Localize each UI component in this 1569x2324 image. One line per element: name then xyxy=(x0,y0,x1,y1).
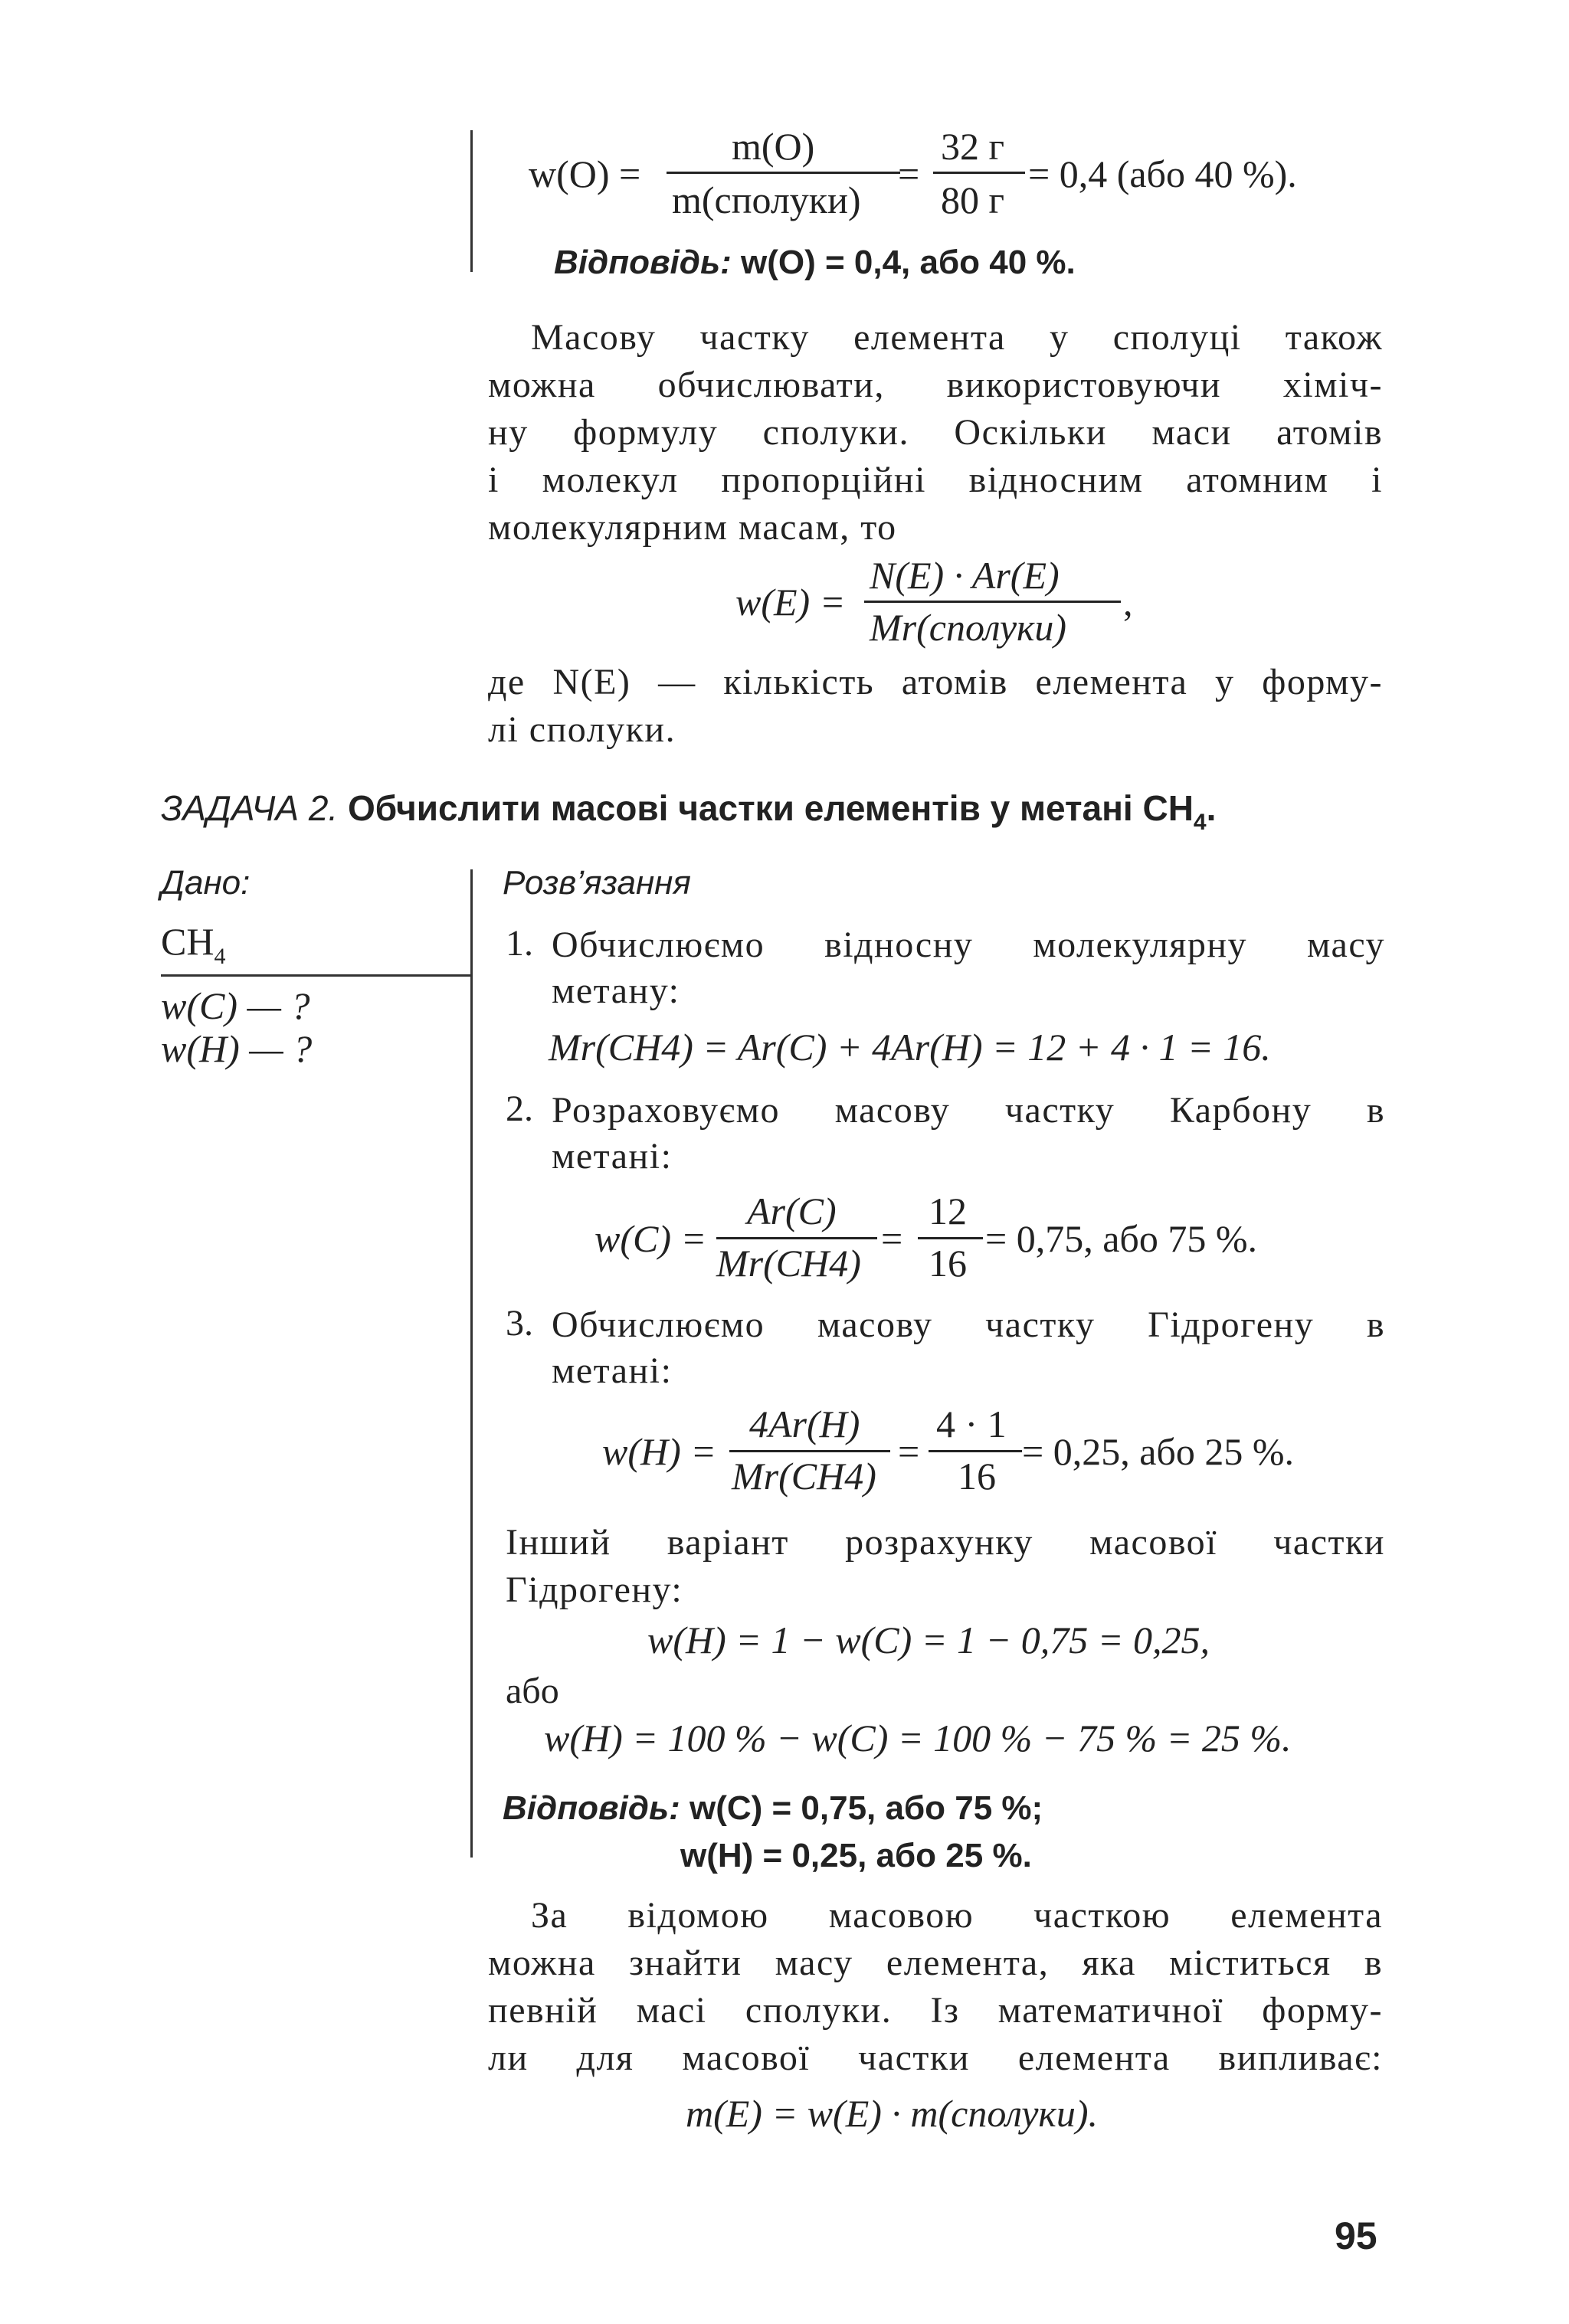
step-line: Обчислюємо відносну молекулярну масу xyxy=(552,925,1385,965)
step-number: 2. xyxy=(506,1088,533,1129)
formula-numerator-2: 4 · 1 xyxy=(936,1403,1007,1445)
given-solution-divider xyxy=(470,869,473,1858)
task-heading xyxy=(161,787,1217,835)
formula-numerator: Ar(C) xyxy=(747,1190,837,1232)
formula-denominator: m(сполуки) xyxy=(672,178,861,221)
given-find-c: w(C) — ? xyxy=(161,984,310,1027)
formula-equals: = xyxy=(898,152,920,195)
step-line: метані: xyxy=(552,1136,673,1177)
paragraph-line: молекулярним масам, то xyxy=(488,507,897,548)
step1-formula: Mr(CH4) = Ar(C) + 4Ar(H) = 12 + 4 · 1 = 16. xyxy=(549,1026,1271,1069)
formula-lhs: w(O) = xyxy=(529,152,641,195)
given-header: Дано: xyxy=(161,864,251,902)
formula-lhs: w(C) = xyxy=(595,1217,707,1260)
paragraph-line: ли для масової частки елемента випливає: xyxy=(488,2038,1383,2078)
step-line: метані: xyxy=(552,1350,673,1391)
paragraph-line: можна знайти масу елемента, яка міститься в xyxy=(488,1943,1383,1983)
formula-numerator-2: 12 xyxy=(929,1190,967,1232)
alt-formula-2: w(H) = 100 % − w(C) = 100 % − 75 % = 25 %. xyxy=(544,1717,1292,1759)
page-number: 95 xyxy=(1335,2214,1377,2257)
answer-line-1: w(C) = 0,75, або 75 %; xyxy=(689,1789,1043,1827)
answer-label: Відповідь: xyxy=(554,244,732,281)
paragraph-line: ну формулу сполуки. Оскільки маси атомів xyxy=(488,412,1383,453)
alt-line: Інший варіант розрахунку масової частки xyxy=(506,1522,1385,1563)
step-line: Обчислюємо масову частку Гідрогену в xyxy=(552,1304,1385,1345)
answer-label: Відповідь: xyxy=(503,1789,680,1827)
step-line: метану: xyxy=(552,971,680,1011)
solution-header: Розв’язання xyxy=(503,864,691,902)
paragraph-line: і молекул пропорційні відносним атомним і xyxy=(488,460,1383,500)
answer-text: w(O) = 0,4, або 40 %. xyxy=(740,244,1076,281)
fraction-bar xyxy=(864,601,1121,603)
task-label: ЗАДАЧА 2. xyxy=(161,788,339,828)
fraction-bar-2 xyxy=(918,1237,983,1239)
task-text: Обчислити масові частки елементів у метані CH xyxy=(348,788,1194,828)
formula-result: = 0,25, або 25 %. xyxy=(1022,1430,1294,1473)
formula-denominator-2: 16 xyxy=(929,1242,967,1285)
given-find-h: w(H) — ? xyxy=(161,1027,313,1070)
formula-result: = 0,4 (або 40 %). xyxy=(1028,152,1297,195)
formula-numerator: m(O) xyxy=(732,125,815,168)
step-line: Розраховуємо масову частку Карбону в xyxy=(552,1090,1385,1131)
paragraph-line: можна обчислювати, використовуючи хіміч- xyxy=(488,365,1383,405)
formula-numerator: 4Ar(H) xyxy=(749,1403,860,1445)
formula-equals: = xyxy=(881,1217,903,1260)
formula-denominator: Mr(CH4) xyxy=(716,1242,861,1285)
top-answer xyxy=(554,244,1076,282)
formula-denominator: Mr(CH4) xyxy=(732,1455,876,1498)
fraction-bar-2 xyxy=(929,1450,1022,1452)
formula-denominator-2: 16 xyxy=(958,1455,996,1498)
top-divider-line xyxy=(470,130,473,272)
formula-result: = 0,75, або 75 %. xyxy=(985,1217,1257,1260)
task-end: . xyxy=(1206,788,1217,828)
formula-tail: , xyxy=(1123,581,1133,624)
paragraph-line: Масову частку елемента у сполуці також xyxy=(531,317,1383,358)
fraction-bar xyxy=(716,1237,877,1239)
fraction-bar xyxy=(667,172,900,174)
final-formula: m(E) = w(E) · m(сполуки). xyxy=(686,2092,1098,2135)
given-divider xyxy=(161,974,471,977)
alt-line: Гідрогену: xyxy=(506,1570,683,1610)
fraction-bar xyxy=(729,1450,890,1452)
formula-numerator: N(E) · Ar(E) xyxy=(870,554,1060,597)
alt-formula-1: w(H) = 1 − w(C) = 1 − 0,75 = 0,25, xyxy=(647,1619,1210,1661)
formula-equals: = xyxy=(898,1430,920,1473)
fraction-bar-2 xyxy=(933,172,1025,174)
given-substance: $CH_4$ xyxy=(161,920,226,969)
task-subscript: 4 xyxy=(1193,810,1207,835)
formula-lhs: w(H) = xyxy=(602,1430,716,1473)
paragraph-line: За відомою масовою часткою елемента xyxy=(531,1895,1383,1936)
paragraph-line: лі сполуки. xyxy=(488,709,676,750)
step-number: 3. xyxy=(506,1303,533,1344)
answer-line-2: w(H) = 0,25, або 25 %. xyxy=(680,1837,1032,1874)
formula-lhs: w(E) = xyxy=(735,581,846,624)
formula-denominator: Mr(сполуки) xyxy=(870,606,1067,649)
formula-denominator-2: 80 г xyxy=(941,178,1005,221)
paragraph-line: де N(E) — кількість атомів елемента у форму- xyxy=(488,662,1383,702)
formula-numerator-2: 32 г xyxy=(941,125,1005,168)
alt-or: або xyxy=(506,1671,559,1711)
paragraph-line: певній масі сполуки. Із математичної форму- xyxy=(488,1990,1383,2031)
solution-answer xyxy=(503,1785,1043,1880)
step-number: 1. xyxy=(506,923,533,964)
